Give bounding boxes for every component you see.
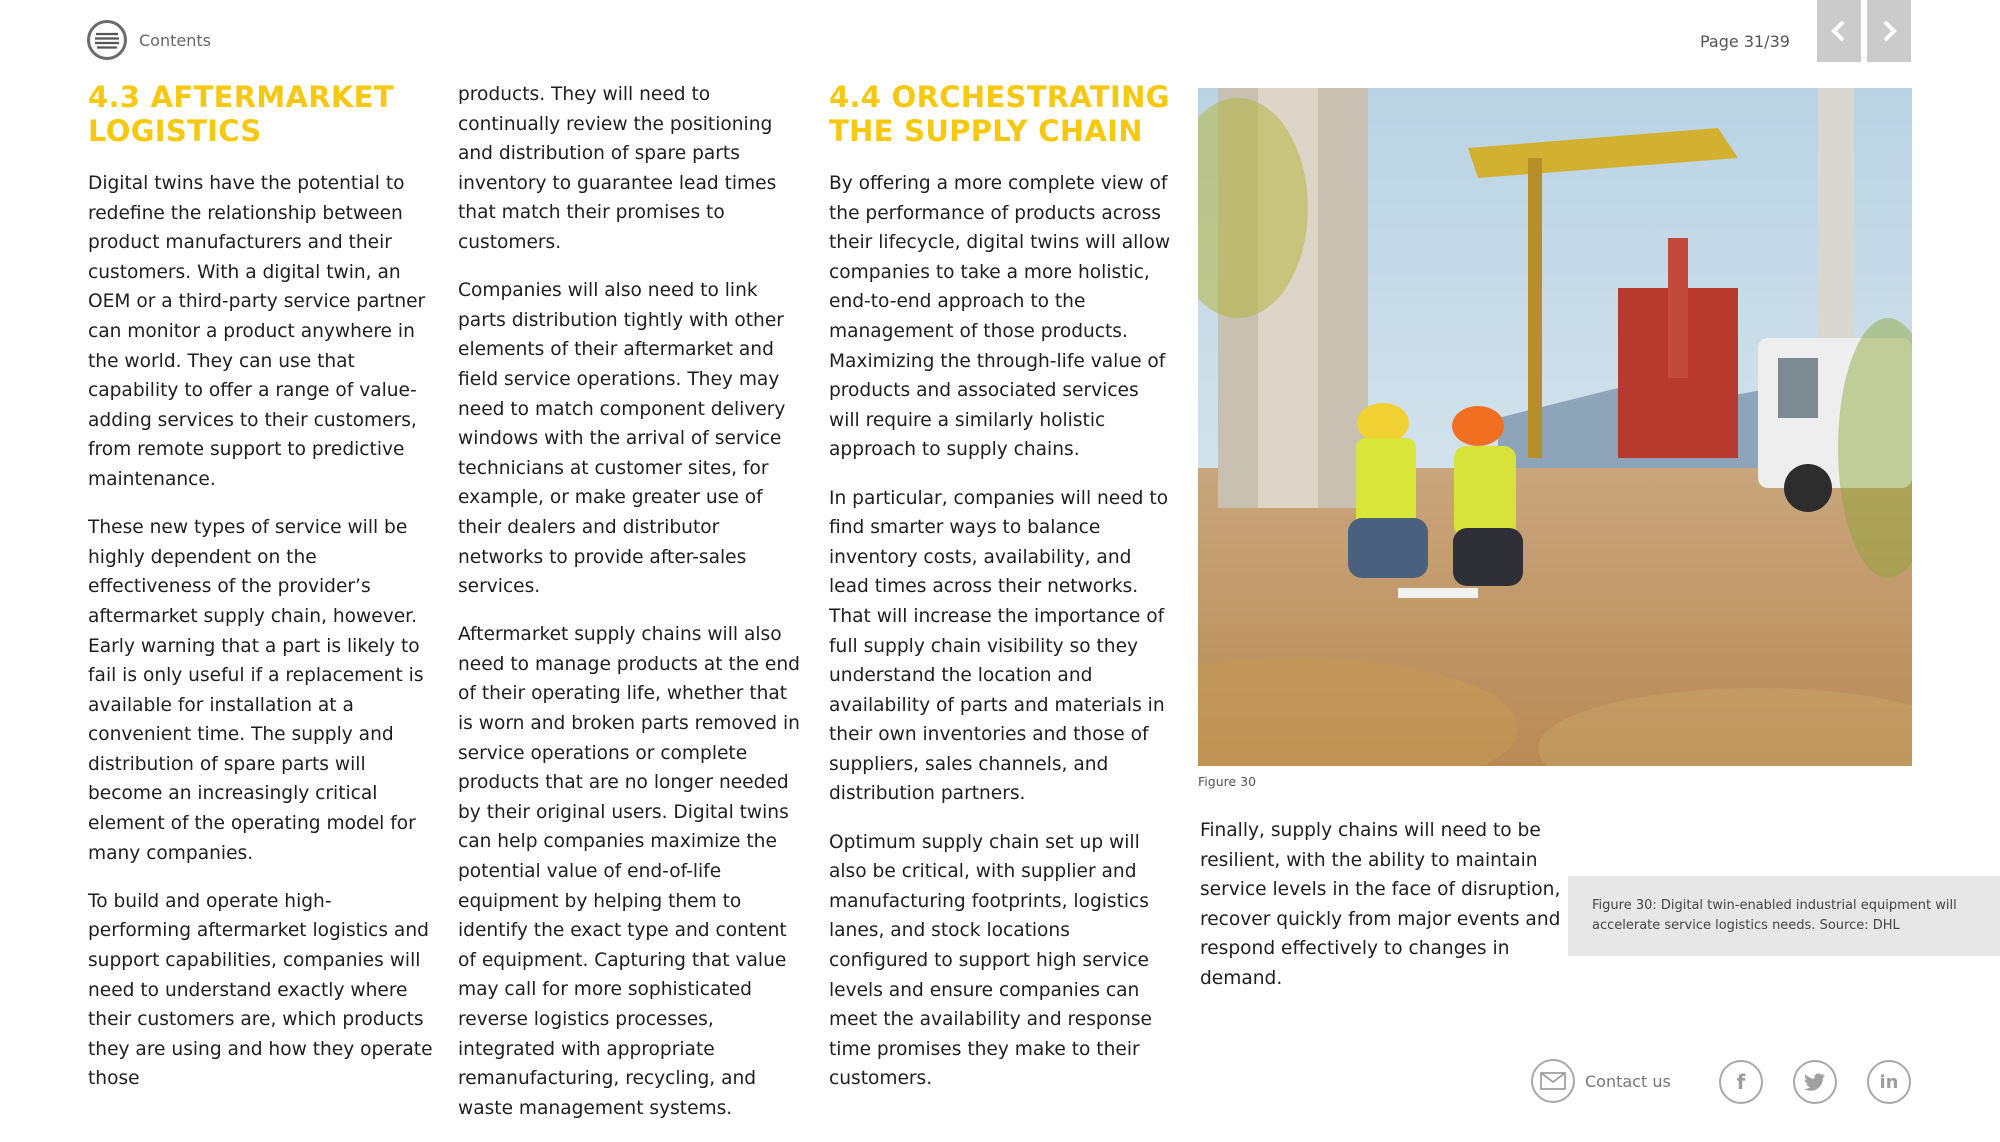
linkedin-glyph: in: [1879, 1071, 1899, 1093]
paragraph: Optimum supply chain set up will also be critical, with supplier and manufacturing footprints, logistics lanes, and stock locations configured to support high service levels and ensure companies can meet the availability and response time promises they make to their customers.: [829, 831, 1152, 1090]
paragraph: products. They will need to continually review the positioning and distribution of spare parts inventory to guarantee lead times that match their promises to customers.: [458, 84, 777, 253]
next-page-button[interactable]: [1867, 0, 1911, 62]
section-heading-aftermarket-logistics: 4.3 AFTERMARKET LOGISTICS: [88, 80, 394, 148]
paragraph: These new types of service will be highly dependent on the effectiveness of the provider’s aftermarket supply chain, however. Early warning that a part is likely to fail is only useful if a replacement is available for installation at a convenient time. The supply and distribution of spare parts will become an increasingly critical element of the operating model for many companies.: [88, 517, 424, 864]
facebook-icon[interactable]: [1719, 1060, 1763, 1104]
linkedin-icon[interactable]: [1867, 1060, 1911, 1104]
column-aftermarket-logistics: [88, 80, 433, 1113]
previous-page-button[interactable]: [1817, 0, 1861, 62]
column-orchestrating-supply-chain: [829, 80, 1174, 1113]
figure-caption-text: Figure 30: Digital twin-enabled industrial equipment will accelerate service logistics needs. Source: DHL: [1592, 898, 1957, 933]
paragraph: Aftermarket supply chains will also need to manage products at the end of their operating life, whether that is worn and broken parts removed in service operations or complete products that are no longer needed by their original users. Digital twins can help companies maximize the potential value of end-of-life equipment by helping them to identify the exact type and content of equipment. Capturing that value may call for more sophisticated reverse logistics processes, integrated with appropriate remanufacturing, recycling, and waste management systems.: [458, 624, 800, 1119]
paragraph: Companies will also need to link parts distribution tightly with other elements of their aftermarket and field service operations. They may need to match component delivery windows with the arrival of service technicians at customer sites, for example, or make greater use of their dealers and distributor networks to provide after-sales services.: [458, 280, 786, 598]
column-aftermarket-continued: [458, 80, 803, 1142]
menu-icon: [87, 20, 127, 60]
paragraph: By offering a more complete view of the performance of products across their lifecycle, digital twins will allow companies to take a more holistic, end-to-end approach to the management of those products. Maximizing the through-life value of products and associated services will require a similarly holistic approach to supply chains.: [829, 173, 1171, 461]
page-indicator: Page 31/39: [1700, 32, 1790, 51]
contact-us-label: Contact us: [1585, 1071, 1671, 1091]
paragraph: In particular, companies will need to find smarter ways to balance inventory costs, availability, and lead times across their networks. That will increase the importance of full supply chain visibility so they understand the location and availability of parts and materials in their own inventories and those of suppliers, sales channels, and distribution partners.: [829, 487, 1169, 805]
section-heading-orchestrating-supply-chain: 4.4 ORCHESTRATING THE SUPPLY CHAIN: [829, 80, 1170, 148]
figure-photo-wind-turbine-workers: [1198, 88, 1912, 766]
chevron-left-icon: [1829, 19, 1849, 43]
contact-us-button[interactable]: [1531, 1059, 1671, 1103]
paragraph-final: Finally, supply chains will need to be resilient, with the ability to maintain service levels in the face of disruption, recover quickly from major events and respond effectively to changes in demand.: [1200, 820, 1561, 989]
envelope-icon: [1531, 1059, 1575, 1103]
paragraph: Digital twins have the potential to redefine the relationship between product manufacturers and their customers. With a digital twin, an OEM or a third-party service partner can monitor a product anywhere in the world. They can use that capability to offer a range of value-adding services to their customers, from remote support to predictive maintenance.: [88, 173, 426, 490]
chevron-right-icon: [1879, 19, 1899, 43]
contents-button[interactable]: [87, 20, 211, 60]
figure-label: Figure 30: [1198, 774, 1257, 789]
contents-label: Contents: [139, 30, 211, 50]
figure-caption: [1568, 876, 2000, 956]
facebook-glyph: f: [1736, 1070, 1746, 1094]
twitter-icon[interactable]: [1793, 1060, 1837, 1104]
paragraph: To build and operate high-performing aftermarket logistics and support capabilities, companies will need to understand exactly where their customers are, which products they are using and how they operate those: [88, 890, 433, 1090]
twitter-bird-icon: [1804, 1073, 1826, 1091]
